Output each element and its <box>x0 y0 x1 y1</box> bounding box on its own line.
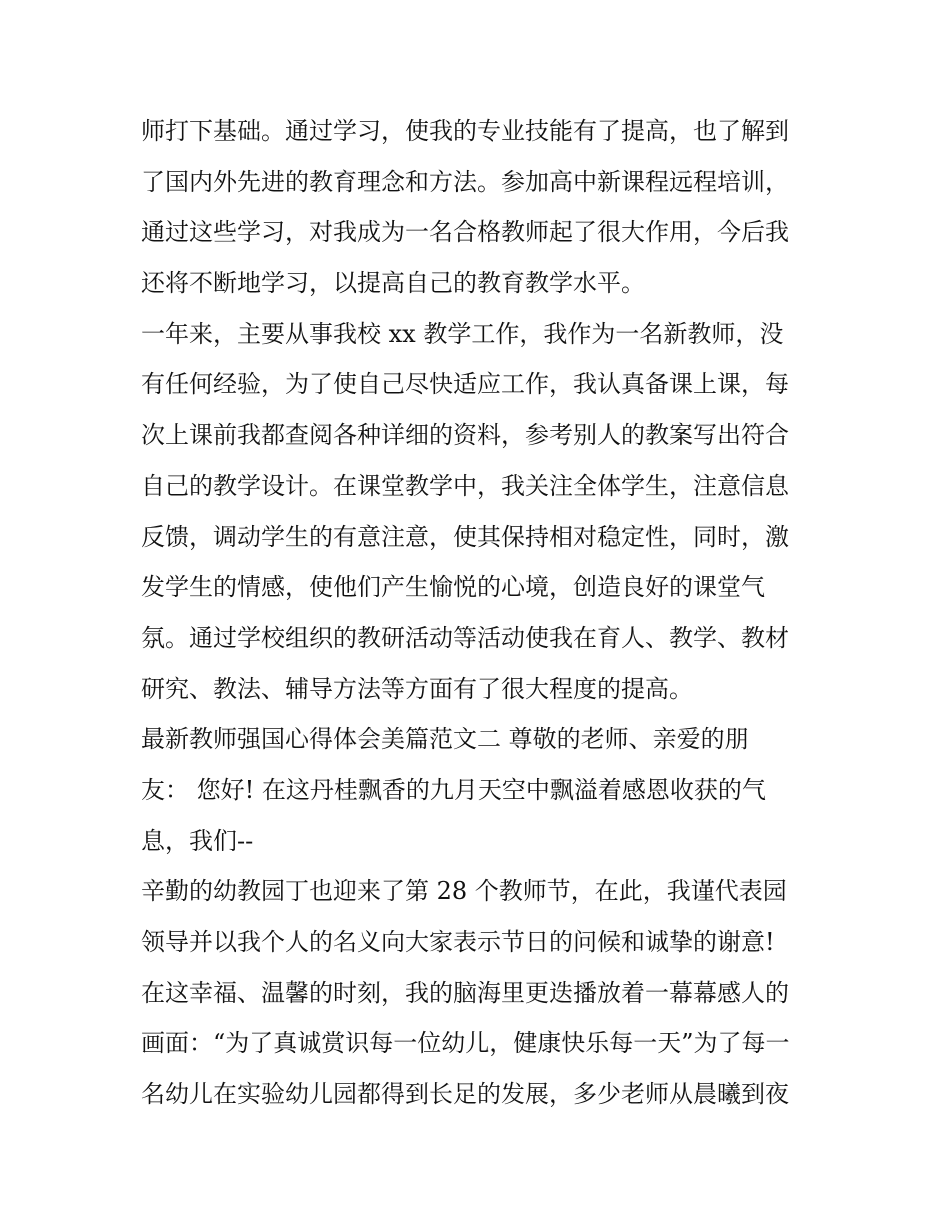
text-line: 师打下基础。通过学习，使我的专业技能有了提高，也了解到 <box>141 117 789 145</box>
body-text <box>141 106 821 1120</box>
text-line: 息，我们-- <box>141 826 254 855</box>
text-line: 次上课前我都查阅各种详细的资料，参考别人的教案写出符合 <box>141 421 789 450</box>
text-line: 发学生的情感，使他们产生愉悦的心境，创造良好的课堂气 <box>141 573 765 602</box>
text-line: 辛勤的幼教园丁也迎来了第 28 个教师节，在此，我谨代表园 <box>141 877 787 906</box>
text-line: 领导并以我个人的名义向大家表示节日的问候和诚挚的谢意! <box>141 928 775 956</box>
text-line: 有任何经验，为了使自己尽快适应工作，我认真备课上课，每 <box>141 370 789 399</box>
text-line: 了国内外先进的教育理念和方法。参加高中新课程远程培训， <box>141 167 789 196</box>
text-line: 氛。通过学校组织的教研活动等活动使我在育人、教学、教材 <box>141 623 789 652</box>
text-line: 一年来，主要从事我校 xx 教学工作，我作为一名新教师，没 <box>141 319 784 348</box>
text-line: 通过这些学习，对我成为一名合格教师起了很大作用，今后我 <box>141 218 789 247</box>
text-line: 反馈，调动学生的有意注意，使其保持相对稳定性，同时，激 <box>141 522 789 551</box>
text-line: 研究、教法、辅导方法等方面有了很大程度的提高。 <box>141 674 693 703</box>
text-line: 画面：“为了真诚赏识每一位幼儿，健康快乐每一天”为了每一 <box>141 1029 790 1058</box>
text-line: 还将不断地学习，以提高自己的教育教学水平。 <box>141 269 645 298</box>
text-line: 友： 您好! 在这丹桂飘香的九月天空中飘溢着感恩收获的气 <box>141 775 766 804</box>
text-line: 自己的教学设计。在课堂教学中，我关注全体学生，注意信息 <box>141 471 789 500</box>
text-line: 名幼儿在实验幼儿园都得到长足的发展，多少老师从晨曦到夜 <box>141 1080 789 1109</box>
text-line: 在这幸福、温馨的时刻，我的脑海里更迭播放着一幕幕感人的 <box>141 978 789 1007</box>
text-line: 最新教师强国心得体会美篇范文二 尊敬的老师、亲爱的朋 <box>141 725 749 754</box>
